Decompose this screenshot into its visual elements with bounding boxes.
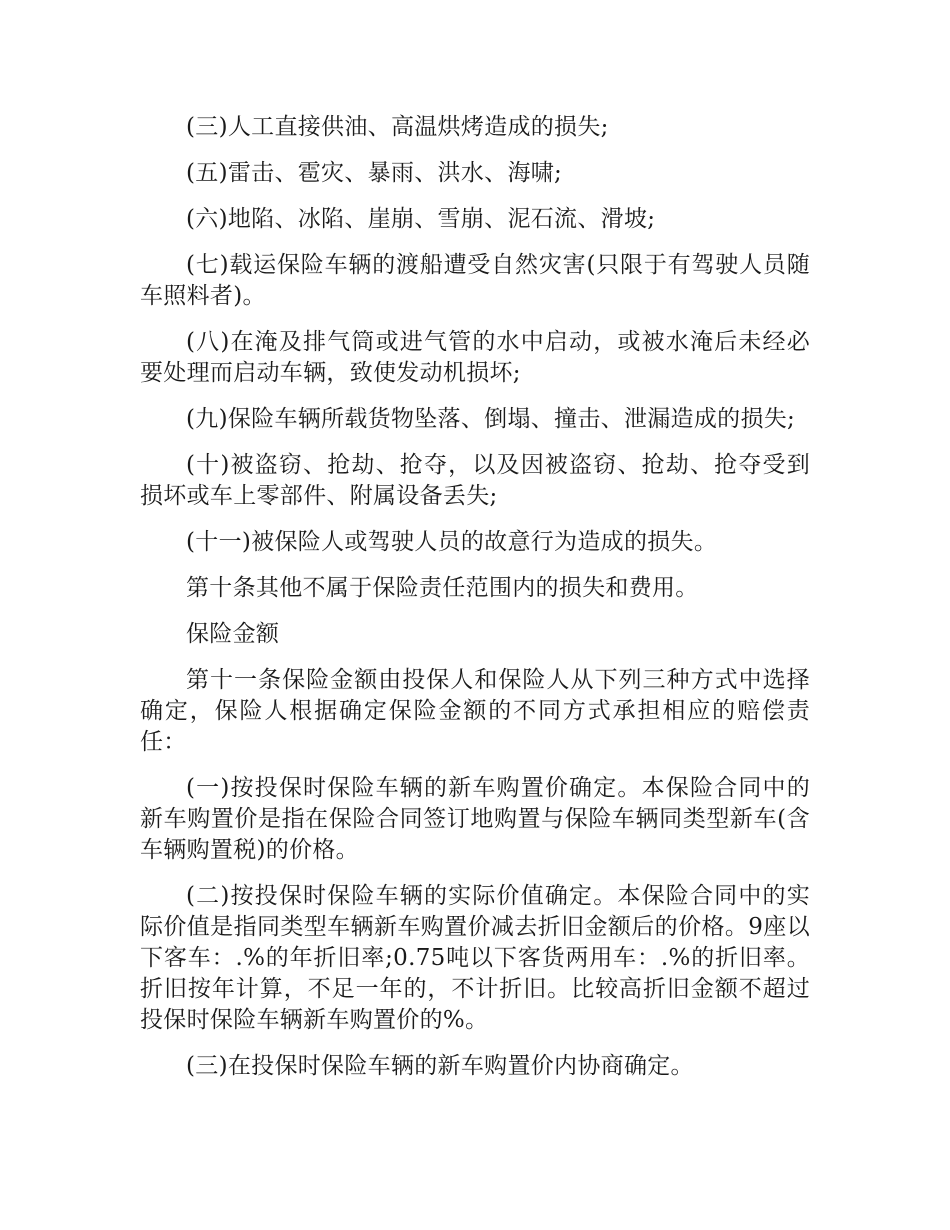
paragraph-item-8: (八)在淹及排气筒或进气管的水中启动，或被水淹后未经必要处理而启动车辆，致使发动机损坏; [140,329,810,386]
method-1-new-car-price: (一)按投保时保险车辆的新车购置价确定。本保险合同中的新车购置价是指在保险合同签订地购置与保险车辆同类型新车(含车辆购置税)的价格。 [140,775,810,863]
method-3-negotiated: (三)在投保时保险车辆的新车购置价内协商确定。 [186,1053,694,1079]
paragraph-item-6: (六)地陷、冰陷、崖崩、雪崩、泥石流、滑坡; [186,206,656,232]
article-11: 第十一条保险金额由投保人和保险人从下列三种方式中选择确定，保险人根据确定保险金额的不同方式承担相应的赔偿责任： [140,667,810,755]
paragraph-item-11: (十一)被保险人或驾驶人员的故意行为造成的损失。 [186,529,718,555]
paragraph-item-7: (七)载运保险车辆的渡船遭受自然灾害(只限于有驾驶人员随车照料者)。 [140,252,810,309]
section-heading-insured-amount: 保险金额 [186,621,280,647]
paragraph-item-10: (十)被盗窃、抢劫、抢夺，以及因被盗窃、抢劫、抢夺受到损坏或车上零部件、附属设备丢失; [140,452,810,509]
article-10: 第十条其他不属于保险责任范围内的损失和费用。 [186,575,699,601]
document-body [140,112,810,1097]
paragraph-item-3: (三)人工直接供油、高温烘烤造成的损失; [186,114,609,140]
paragraph-item-5: (五)雷击、雹灾、暴雨、洪水、海啸; [186,160,563,186]
paragraph-item-9: (九)保险车辆所载货物坠落、倒塌、撞击、泄漏造成的损失; [186,406,796,432]
method-2-actual-value: (二)按投保时保险车辆的实际价值确定。本保险合同中的实际价值是指同类型车辆新车购置价减去折旧金额后的价格。9座以下客车：.%的年折旧率;0.75吨以下客货两用车：.%的折旧率。折旧按年计算，不足一年的，不计折旧。比较高折旧金额不超过投保时保险车辆新车购置价的%。 [140,883,810,1033]
